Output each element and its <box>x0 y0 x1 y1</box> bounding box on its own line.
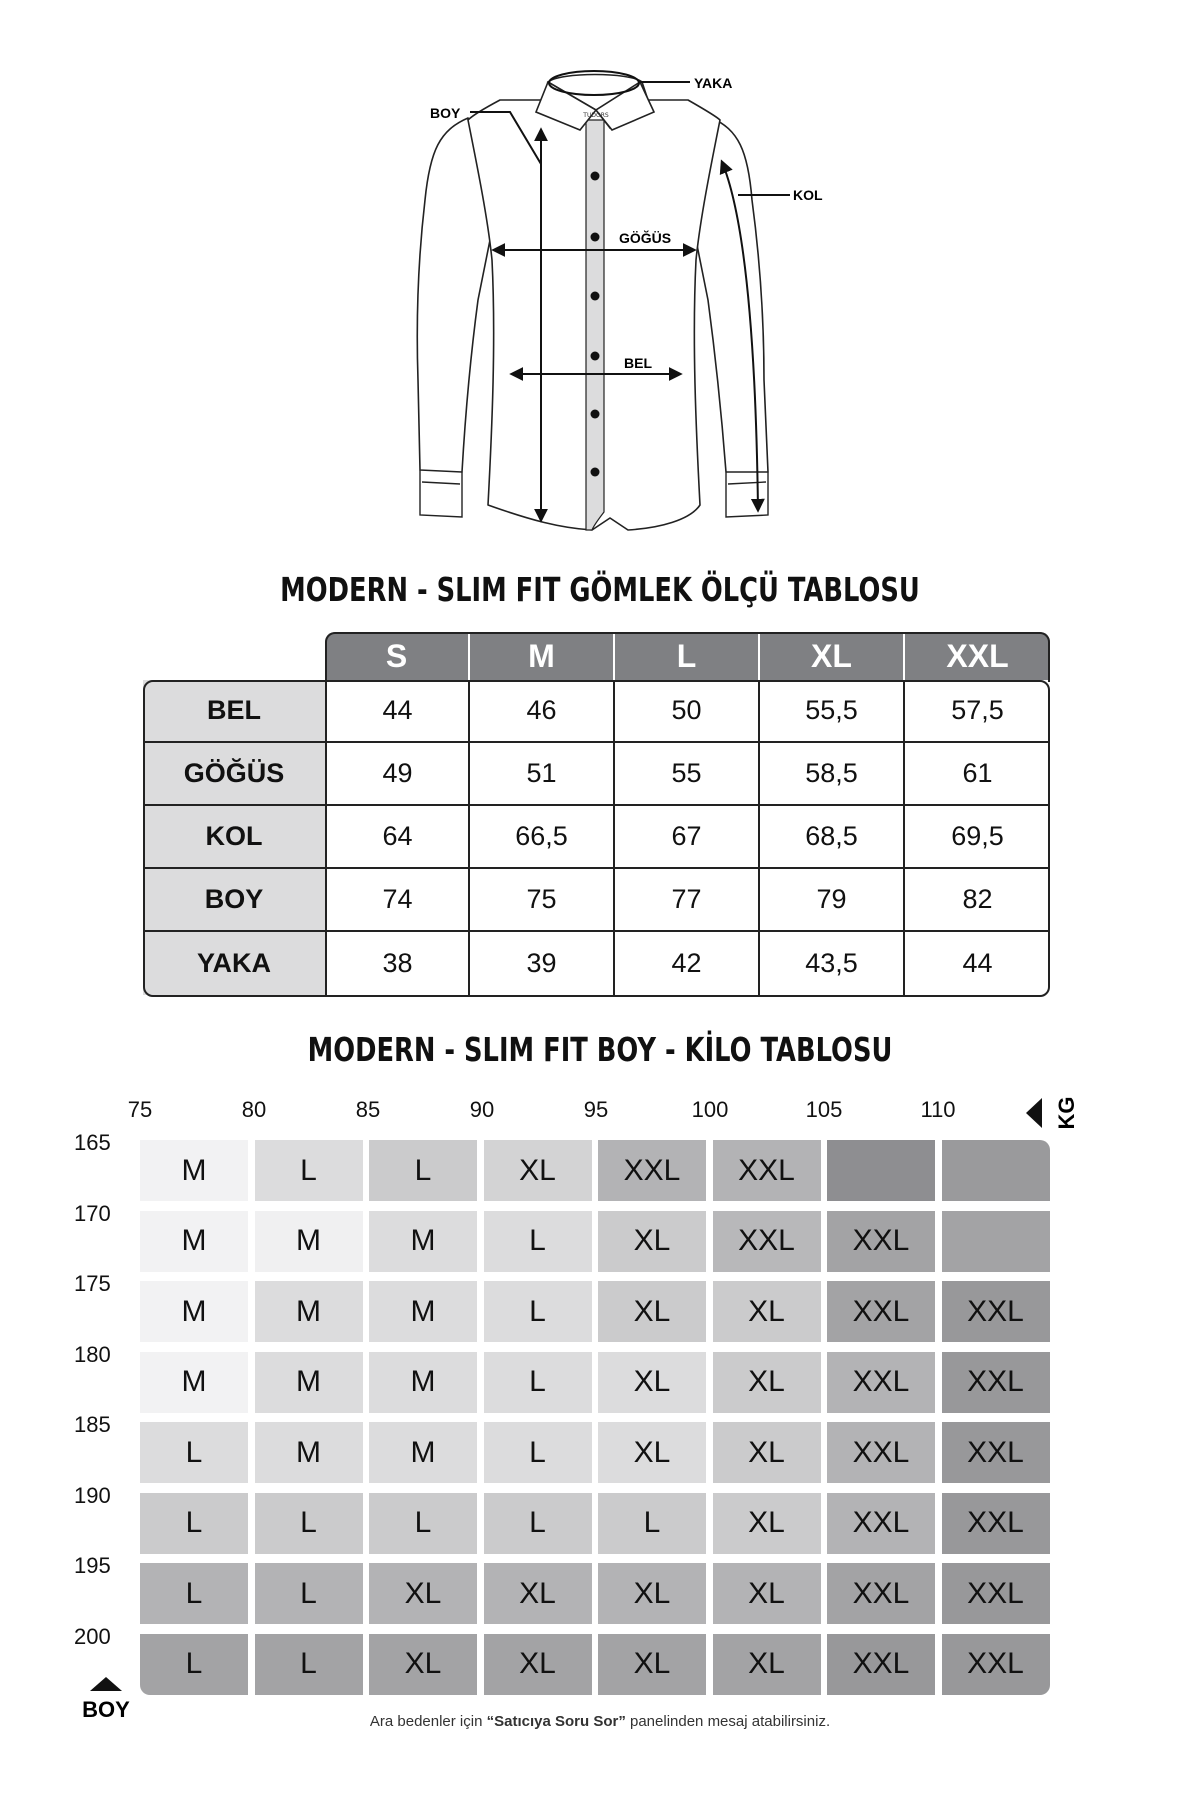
size-recommendation-cell: XL <box>713 1422 821 1483</box>
size-recommendation-cell: XL <box>369 1634 477 1695</box>
boy-tick-label: 170 <box>74 1200 111 1226</box>
size-recommendation-cell: L <box>140 1422 248 1483</box>
kg-axis-label: KG <box>1053 1096 1079 1130</box>
size-recommendation-cell: M <box>255 1422 363 1483</box>
size-cell: 51 <box>470 743 615 806</box>
size-row-label: BEL <box>143 680 325 743</box>
size-cell: 61 <box>905 743 1050 806</box>
size-cell: 44 <box>325 680 470 743</box>
kg-axis-marker <box>1026 1096 1079 1138</box>
size-recommendation-cell <box>827 1140 935 1201</box>
size-recommendation-cell: L <box>255 1140 363 1201</box>
size-cell: 57,5 <box>905 680 1050 743</box>
size-cell: 67 <box>615 806 760 869</box>
boy-arrow-icon <box>90 1677 122 1691</box>
size-recommendation-cell: XXL <box>942 1493 1050 1554</box>
label-bel: BEL <box>624 355 652 371</box>
size-recommendation-cell: L <box>140 1563 248 1624</box>
size-recommendation-cell: M <box>369 1281 477 1342</box>
size-recommendation-cell: XXL <box>827 1493 935 1554</box>
boy-kilo-title: MODERN - SLIM FIT BOY - KİLO TABLOSU <box>307 1030 893 1069</box>
boy-tick-label: 175 <box>74 1271 111 1296</box>
size-cell: 55,5 <box>760 680 905 743</box>
boy-tick-label: 180 <box>74 1341 111 1367</box>
boy-axis-label: BOY <box>82 1697 130 1722</box>
kg-tick-label: 90 <box>469 1097 495 1122</box>
label-yaka: YAKA <box>694 75 733 91</box>
size-cell: 39 <box>470 932 615 995</box>
size-recommendation-cell: XXL <box>942 1422 1050 1483</box>
size-recommendation-cell: L <box>369 1140 477 1201</box>
size-recommendation-cell: XL <box>713 1634 821 1695</box>
size-recommendation-cell: XL <box>598 1281 706 1342</box>
size-col-l: L <box>615 632 760 680</box>
size-recommendation-cell <box>942 1211 1050 1272</box>
kg-tick-label: 105 <box>805 1097 843 1122</box>
kg-tick-label: 100 <box>691 1097 729 1122</box>
size-recommendation-cell: XXL <box>713 1211 821 1272</box>
size-cell: 74 <box>325 869 470 932</box>
size-cell: 82 <box>905 869 1050 932</box>
size-recommendation-cell: M <box>255 1352 363 1413</box>
size-recommendation-cell: L <box>484 1352 592 1413</box>
kg-arrow-icon <box>1026 1098 1042 1128</box>
size-recommendation-cell: XL <box>484 1634 592 1695</box>
size-cell: 66,5 <box>470 806 615 869</box>
size-row-label: YAKA <box>143 932 325 995</box>
size-cell: 55 <box>615 743 760 806</box>
brand-tag: TUDORS <box>583 112 609 119</box>
size-recommendation-cell: M <box>255 1211 363 1272</box>
size-recommendation-cell: XL <box>598 1422 706 1483</box>
size-recommendation-cell: XL <box>484 1140 592 1201</box>
size-recommendation-cell: L <box>598 1493 706 1554</box>
size-recommendation-cell: M <box>140 1140 248 1201</box>
size-cell: 38 <box>325 932 470 995</box>
size-recommendation-cell: L <box>140 1493 248 1554</box>
size-recommendation-cell: M <box>369 1352 477 1413</box>
size-recommendation-cell: XXL <box>598 1140 706 1201</box>
size-recommendation-cell: L <box>369 1493 477 1554</box>
size-cell: 69,5 <box>905 806 1050 869</box>
size-recommendation-cell <box>942 1140 1050 1201</box>
size-cell: 58,5 <box>760 743 905 806</box>
label-gogus: GÖĞÜS <box>618 230 672 246</box>
size-row-label: KOL <box>143 806 325 869</box>
size-cell: 50 <box>615 680 760 743</box>
size-recommendation-cell: M <box>255 1281 363 1342</box>
size-recommendation-cell: L <box>140 1634 248 1695</box>
size-recommendation-cell: L <box>484 1422 592 1483</box>
size-col-xl: XL <box>760 632 905 680</box>
size-recommendation-cell: M <box>140 1352 248 1413</box>
size-cell: 75 <box>470 869 615 932</box>
size-recommendation-cell: XXL <box>827 1634 935 1695</box>
size-recommendation-cell: XL <box>598 1352 706 1413</box>
size-recommendation-cell: XL <box>484 1563 592 1624</box>
size-recommendation-cell: XL <box>598 1563 706 1624</box>
size-table-title: MODERN - SLIM FIT GÖMLEK ÖLÇÜ TABLOSU <box>280 570 920 609</box>
boy-tick-label: 200 <box>74 1623 111 1649</box>
size-recommendation-cell: XL <box>713 1563 821 1624</box>
size-cell: 79 <box>760 869 905 932</box>
size-recommendation-cell: XXL <box>827 1211 935 1272</box>
size-recommendation-cell: XXL <box>942 1281 1050 1342</box>
size-recommendation-cell: XXL <box>942 1352 1050 1413</box>
size-row-label: GÖĞÜS <box>143 743 325 806</box>
size-recommendation-cell: L <box>484 1281 592 1342</box>
size-cell: 42 <box>615 932 760 995</box>
size-recommendation-cell: L <box>484 1493 592 1554</box>
size-cell: 49 <box>325 743 470 806</box>
size-recommendation-cell: XXL <box>827 1563 935 1624</box>
size-recommendation-cell: XL <box>598 1211 706 1272</box>
footnote-prefix: Ara bedenler için <box>369 1713 487 1730</box>
kg-tick-label: 95 <box>583 1097 609 1122</box>
size-recommendation-cell: XL <box>713 1281 821 1342</box>
boy-tick-label: 195 <box>74 1553 111 1578</box>
shirt-measurement-diagram <box>0 0 1200 560</box>
boy-tick-label: 190 <box>74 1482 111 1508</box>
size-cell: 43,5 <box>760 932 905 995</box>
footnote-emphasis: “Satıcıya Soru Sor” <box>486 1713 626 1730</box>
size-recommendation-cell: XL <box>713 1493 821 1554</box>
kg-tick-label: 85 <box>355 1097 381 1122</box>
size-recommendation-cell: XXL <box>827 1422 935 1483</box>
size-recommendation-cell: XXL <box>713 1140 821 1201</box>
label-boy: BOY <box>430 105 461 121</box>
footnote <box>0 1713 1200 1730</box>
size-recommendation-cell: XXL <box>942 1563 1050 1624</box>
size-col-m: M <box>470 632 615 680</box>
size-recommendation-cell: XXL <box>827 1281 935 1342</box>
size-recommendation-cell: XL <box>369 1563 477 1624</box>
boy-tick-label: 165 <box>74 1130 111 1155</box>
size-col-s: S <box>325 632 470 680</box>
size-recommendation-cell: XL <box>598 1634 706 1695</box>
size-recommendation-cell: M <box>369 1422 477 1483</box>
size-recommendation-cell: M <box>140 1211 248 1272</box>
label-kol: KOL <box>793 187 823 203</box>
size-cell: 64 <box>325 806 470 869</box>
footnote-suffix: panelinden mesaj atabilirsiniz. <box>625 1713 831 1730</box>
size-row-label: BOY <box>143 869 325 932</box>
size-recommendation-cell: L <box>255 1493 363 1554</box>
kg-tick-label: 110 <box>920 1097 956 1122</box>
size-recommendation-cell: XXL <box>942 1634 1050 1695</box>
size-recommendation-cell: L <box>484 1211 592 1272</box>
size-recommendation-cell: M <box>369 1211 477 1272</box>
size-cell: 44 <box>962 948 993 978</box>
size-recommendation-cell: L <box>255 1634 363 1695</box>
size-recommendation-cell: XXL <box>827 1352 935 1413</box>
size-col-xxl: XXL <box>905 632 1050 680</box>
size-recommendation-cell: XL <box>713 1352 821 1413</box>
size-cell: 68,5 <box>760 806 905 869</box>
kg-tick-label: 75 <box>127 1097 153 1122</box>
size-cell: 77 <box>615 869 760 932</box>
size-recommendation-cell: L <box>255 1563 363 1624</box>
kg-tick-label: 80 <box>241 1097 267 1122</box>
size-recommendation-cell: M <box>140 1281 248 1342</box>
boy-tick-label: 185 <box>74 1412 111 1437</box>
size-cell: 46 <box>470 680 615 743</box>
